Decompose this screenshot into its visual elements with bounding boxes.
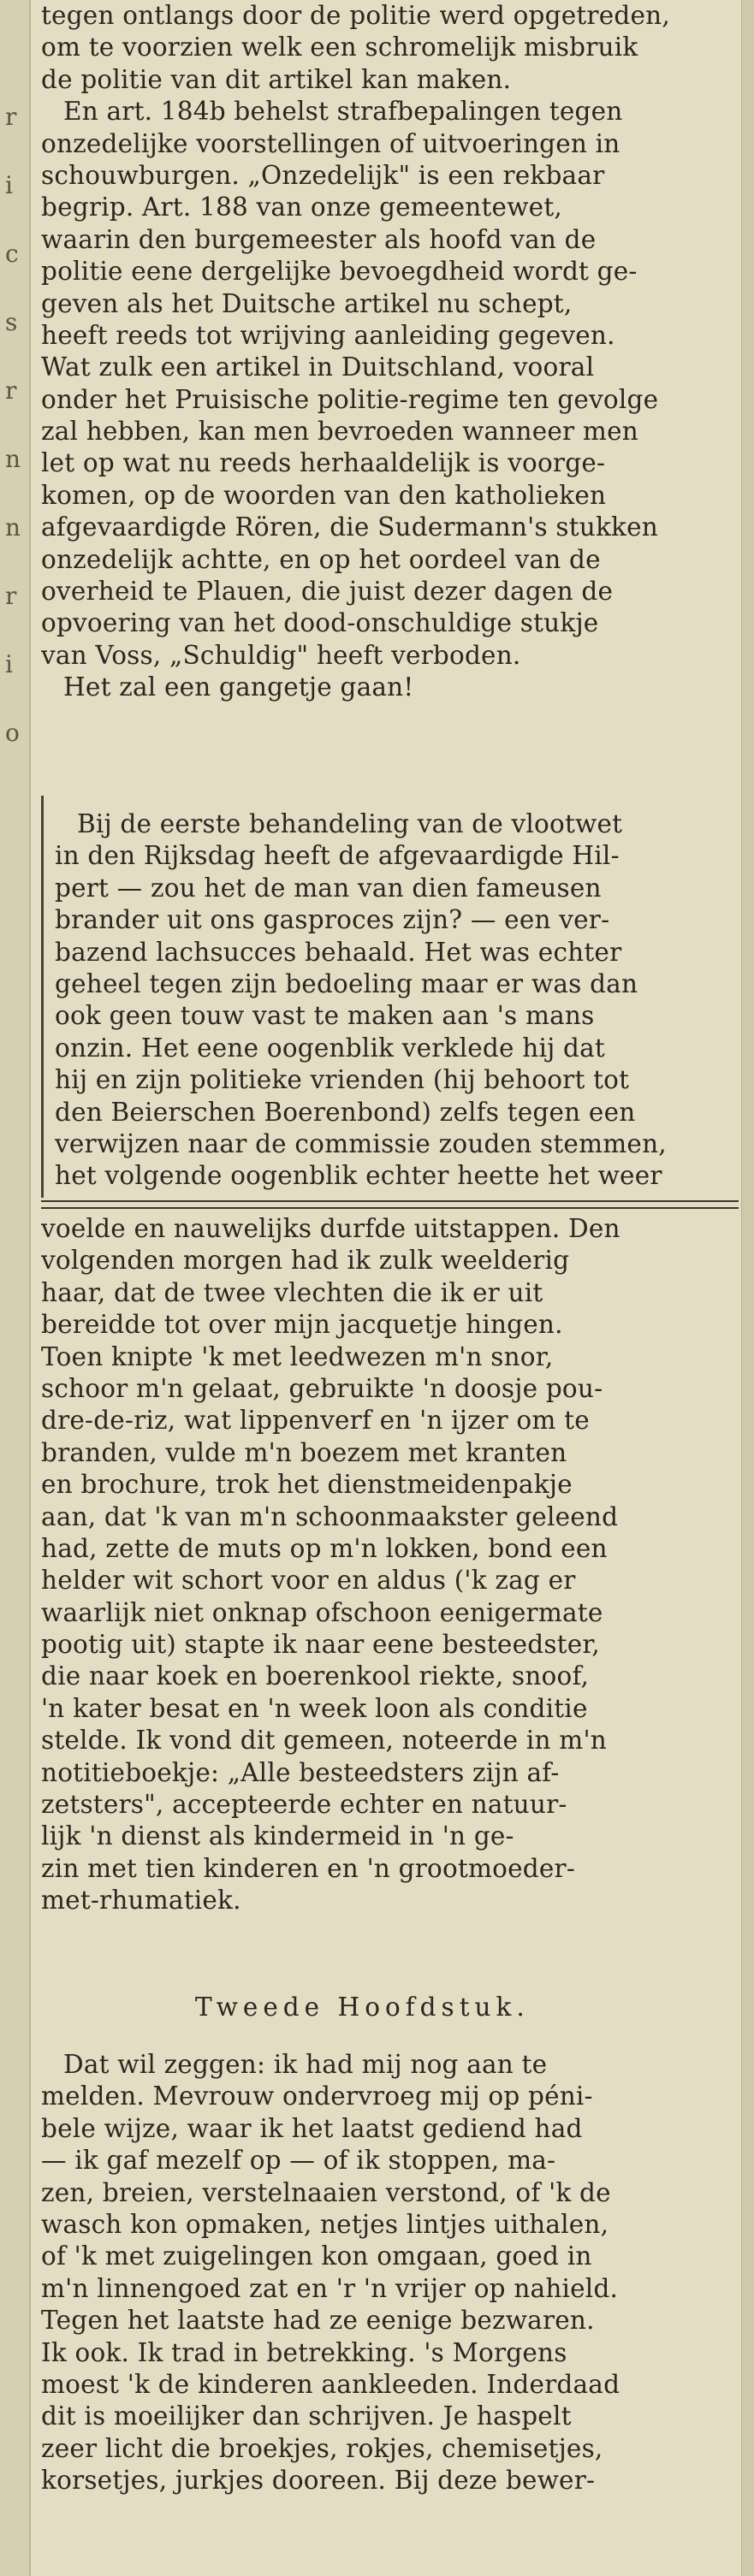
text-line: om te voorzien welk een schromelijk misbruik <box>41 33 638 62</box>
chapter-heading: Tweede Hoofdstuk. <box>195 1993 530 2022</box>
section-divider <box>41 1200 739 1209</box>
paper-edge <box>741 0 754 2576</box>
text-line: melden. Mevrouw ondervroeg mij op péni- <box>41 2082 593 2111</box>
text-line: stelde. Ik vond dit gemeen, noteerde in m'n <box>41 1726 607 1756</box>
text-line: of 'k met zuigelingen kon omgaan, goed in <box>41 2241 592 2271</box>
text-line: lijk 'n dienst als kindermeid in 'n ge- <box>41 1821 514 1851</box>
text-line: zeer licht die broekjes, rokjes, chemisetjes, <box>41 2433 603 2463</box>
text-line: met-rhumatiek. <box>41 1886 241 1916</box>
column-marker <box>41 796 44 1198</box>
text-line: volgenden morgen had ik zulk weelderig <box>41 1246 570 1276</box>
text-line: Ik ook. Ik trad in betrekking. 's Morgens <box>41 2337 567 2367</box>
text-line: geheel tegen zijn bedoeling maar er was dan <box>55 968 638 998</box>
margin-fragment: c <box>5 240 19 268</box>
text-line: heeft reeds tot wrijving aanleiding gegeven. <box>41 320 615 350</box>
text-line: in den Rijksdag heeft de afgevaardigde Hil- <box>55 841 620 871</box>
text-line: begrip. Art. 188 van onze gemeentewet, <box>41 192 562 222</box>
margin-fragment: i <box>5 171 13 199</box>
text-line: had, zette de muts op m'n lokken, bond een <box>41 1533 608 1563</box>
text-line: 'n kater besat en 'n week loon als conditie <box>41 1693 588 1723</box>
text-line: Tegen het laatste had ze eenige bezwaren. <box>41 2306 595 2336</box>
text-line: Toen knipte 'k met leedwezen m'n snor, <box>41 1341 554 1371</box>
text-line: van Voss, „Schuldig" heeft verboden. <box>41 640 521 670</box>
text-line: zen, breien, verstelnaaien verstond, of 'k de <box>41 2177 611 2207</box>
text-line: verwijzen naar de commissie zouden stemmen, <box>55 1128 667 1158</box>
text-line: zal hebben, kan men bevroeden wanneer men <box>41 417 638 447</box>
text-line: m'n linnengoed zat en 'r 'n vrijer op nahield. <box>41 2273 619 2303</box>
article-top-block <box>41 0 739 704</box>
text-line: zetsters", accepteerde echter en natuur- <box>41 1790 567 1820</box>
text-line: onzedelijk achtte, en op het oordeel van de <box>41 544 601 574</box>
text-line: waarin den burgemeester als hoofd van de <box>41 224 597 254</box>
text-line: het volgende oogenblik echter heette het weer <box>55 1161 662 1191</box>
text-line: En art. 184b behelst strafbepalingen tegen <box>63 97 623 127</box>
text-line: aan, dat 'k van m'n schoonmaakster geleend <box>41 1501 619 1531</box>
text-line: korsetjes, jurkjes dooreen. Bij deze bewer- <box>41 2466 596 2496</box>
text-line: dit is moeilijker dan schrijven. Je haspelt <box>41 2401 572 2431</box>
text-line: — ik gaf mezelf op — of ik stoppen, ma- <box>41 2146 556 2176</box>
margin-fragment: n <box>5 445 21 473</box>
margin-fragment: o <box>5 719 20 747</box>
text-line: zin met tien kinderen en 'n grootmoeder- <box>41 1853 576 1883</box>
text-line: haar, dat de twee vlechten die ik er uit <box>41 1277 543 1307</box>
text-line: Het zal een gangetje gaan! <box>63 672 414 702</box>
margin-fragment: n <box>5 513 21 542</box>
text-line: en brochure, trok het dienstmeidenpakje <box>41 1470 573 1500</box>
margin-fragment: i <box>5 650 13 678</box>
text-line: onzedelijke voorstellingen of uitvoeringen in <box>41 128 620 158</box>
text-line: schoor m'n gelaat, gebruikte 'n doosje pou- <box>41 1373 603 1403</box>
text-line: overheid te Plauen, die juist dezer dagen de <box>41 577 614 607</box>
text-line: ook geen touw vast te maken aan 's mans <box>55 1001 595 1031</box>
text-line: helder wit schort voor en aldus ('k zag er <box>41 1566 576 1596</box>
text-line: schouwburgen. „Onzedelijk" is een rekbaar <box>41 160 605 190</box>
text-line: wasch kon opmaken, netjes lintjes uithalen, <box>41 2209 609 2239</box>
article-bottom-block <box>41 1213 739 1917</box>
margin-fragment: r <box>5 103 17 131</box>
text-line: opvoering van het dood-onschuldige stukje <box>41 608 599 638</box>
text-line: die naar koek en boerenkool riekte, snoof, <box>41 1661 590 1691</box>
text-line: afgevaardigde Rören, die Sudermann's stukken <box>41 512 658 542</box>
text-line: bazend lachsucces behaald. Het was echter <box>55 937 622 967</box>
article-final-block <box>41 2049 739 2496</box>
article-middle-block <box>55 808 739 1193</box>
text-line: de politie van dit artikel kan maken. <box>41 64 512 94</box>
text-line: waarlijk niet onknap ofschoon eenigermate <box>41 1597 603 1627</box>
text-line: tegen ontlangs door de politie werd opgetreden, <box>41 1 670 30</box>
text-line: geven als het Duitsche artikel nu schept, <box>41 288 573 318</box>
text-line: branden, vulde m'n boezem met kranten <box>41 1437 567 1467</box>
chapter-heading-wrap <box>41 1976 739 2034</box>
text-line: bereidde tot over mijn jacquetje hingen. <box>41 1310 563 1340</box>
text-line: pootig uit) stapte ik naar eene besteedster, <box>41 1630 601 1660</box>
text-line: den Beierschen Boerenbond) zelfs tegen een <box>55 1097 636 1127</box>
text-line: Wat zulk een artikel in Duitschland, vooral <box>41 352 595 382</box>
text-line: dre-de-riz, wat lippenverf en 'n ijzer om te <box>41 1406 590 1436</box>
text-line: pert — zou het de man van dien fameusen <box>55 873 602 903</box>
text-line: komen, op de woorden van den katholieken <box>41 480 607 510</box>
margin-fragment: r <box>5 376 17 405</box>
margin-fragment: s <box>5 308 18 336</box>
text-line: let op wat nu reeds herhaaldelijk is voorge- <box>41 448 606 478</box>
text-line: voelde en nauwelijks durfde uitstappen. Den <box>41 1214 620 1243</box>
text-line: hij en zijn politieke vrienden (hij behoort tot <box>55 1065 630 1095</box>
text-line: politie eene dergelijke bevoegdheid wordt ge- <box>41 257 638 287</box>
text-line: bele wijze, waar ik het laatst gediend had <box>41 2113 583 2143</box>
text-line: Bij de eerste behandeling van de vlootwet <box>77 809 623 838</box>
text-line: onzin. Het eene oogenblik verklede hij dat <box>55 1033 605 1063</box>
text-line: notitieboekje: „Alle besteedsters zijn af- <box>41 1757 560 1787</box>
text-line: moest 'k de kinderen aankleeden. Inderdaad <box>41 2369 620 2399</box>
text-line: Dat wil zeggen: ik had mij nog aan te <box>63 2050 548 2079</box>
adjacent-column-edge <box>0 0 31 2576</box>
margin-fragment: r <box>5 582 17 610</box>
text-line: brander uit ons gasproces zijn? — een ver- <box>55 905 610 935</box>
text-line: onder het Pruisische politie-regime ten gevolge <box>41 384 659 414</box>
